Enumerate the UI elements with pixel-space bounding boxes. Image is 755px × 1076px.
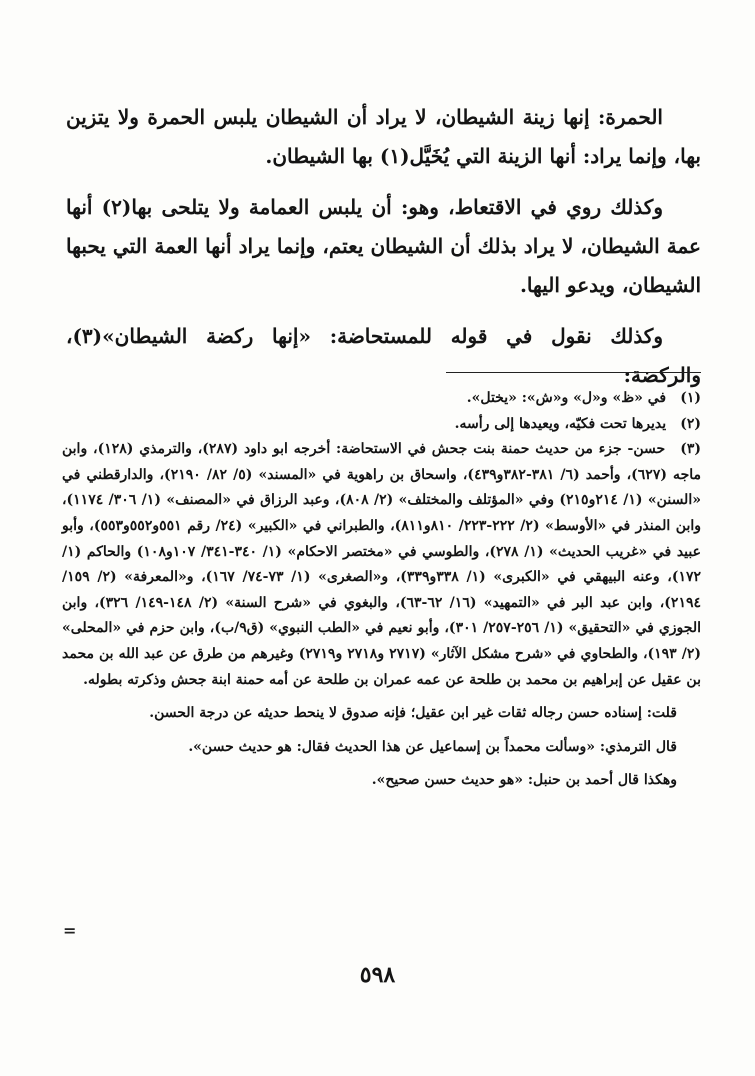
footnote-3 — [62, 437, 701, 693]
main-text — [66, 98, 701, 395]
paragraph-iqtiat: وكذلك روي في الاقتعاط، وهو: أن يلبس العمامة ولا يتلحى بها(٢) أنها عمة الشيطان، لا يراد بذلك أن الشيطان يعتم، وإنما يراد أنها العمة التي يحبها الشيطان، ويدعو اليها. — [66, 195, 701, 297]
margin-mark: = — [63, 921, 77, 940]
footnote-separator — [446, 372, 701, 373]
footnote-2 — [62, 412, 701, 438]
paragraph-red-adornment: الحمرة: إنها زينة الشيطان، لا يراد أن الشيطان يلبس الحمرة ولا يتزين بها، وإنما يراد: أنها الزينة التي يُخَيَّل(١) بها الشيطان. — [66, 105, 701, 168]
page-number: ٥٩٨ — [359, 962, 396, 988]
footnote-commentary — [62, 701, 701, 794]
footnote-number: (٢) — [680, 415, 701, 432]
commentary-grading: قلت: إسناده حسن رجاله ثقات غير ابن عقيل؛ فإنه صدوق لا ينحط حديثه عن درجة الحسن. — [149, 705, 677, 722]
footnote-text: يديرها تحت فكيّه، ويعيدها إلى رأسه. — [454, 415, 667, 432]
footnote-number: (٣) — [680, 441, 702, 458]
footnote-number: (١) — [680, 390, 701, 406]
footnote-1 — [62, 386, 701, 412]
paragraph-mustahada: وكذلك نقول في قوله للمستحاضة: «إنها ركضة الشيطان»(٣)، والركضة: — [66, 324, 701, 387]
footnote-text: حسن- جزء من حديث حمنة بنت جحش في الاستحاضة: أخرجه ابو داود (٢٨٧)، والترمذي (١٢٨)، وابن ماجه (٦٢٧)، وأحمد (٦/ ٣٨١-٣٨٢و٤٣٩)، واسحاق بن راهوية في «المسند» (٥/ ٨٢/ ٢١٩٠)، والدارقطني في «السنن» (١/ ٢١٤و٢١٥) وفي «المؤتلف والمختلف» (٢/ ٨٠٨)، وعبد الرزاق في «المصنف» (١/ ٣٠٦/ ١١٧٤)، وابن المنذر في «الأوسط» (٢/ ٢٢٢-٢٢٣/ ٨١٠و٨١١)، والطبراني في «الكبير» (٢٤/ رقم ٥٥١و٥٥٢و٥٥٣)، وأبو عبيد في «غريب الحديث» (١/ ٢٧٨)، والطوسي في «مختصر الاحكام» (١/ ٣٤٠-٣٤١/ ١٠٧و١٠٨) والحاكم (١/ ١٧٢)، وعنه البيهقي في «الكبرى» (١/ ٣٣٨و٣٣٩)، و«الصغرى» (١/ ٧٣-٧٤/ ١٦٧)، و«المعرفة» (٢/ ١٥٩/ ٢١٩٤)، وابن عبد البر في «التمهيد» (١٦/ ٦٢-٦٣)، والبغوي في «شرح السنة» (٢/ ١٤٨-١٤٩/ ٣٢٦)، وابن الجوزي في «التحقيق» (١/ ٢٥٦-٢٥٧/ ٣٠١)، وأبو نعيم في «الطب النبوي» (ق٩/ب)، وابن حزم في «المحلى» (٢/ ١٩٣)، والطحاوي في «شرح مشكل الآثار» (٢٧١٧ و٢٧١٨ و٢٧١٩) وغيرهم من طرق عن عبد الله بن محمد بن عقيل عن إبراهيم بن محمد بن طلحة عن عمه عمران بن طلحة عن أمه حمنة ابنة جحش وذكرته بطوله. — [62, 441, 702, 688]
commentary-tirmidhi: قال الترمذي: «وسألت محمداً بن إسماعيل عن هذا الحديث فقال: هو حديث حسن». — [188, 738, 677, 755]
footnotes — [62, 386, 701, 794]
footnote-text: في «ظ» و«ل» و«ش»: «يختل». — [466, 390, 667, 406]
commentary-ahmad: وهكذا قال أحمد بن حنبل: «هو حديث حسن صحيح». — [371, 772, 677, 789]
